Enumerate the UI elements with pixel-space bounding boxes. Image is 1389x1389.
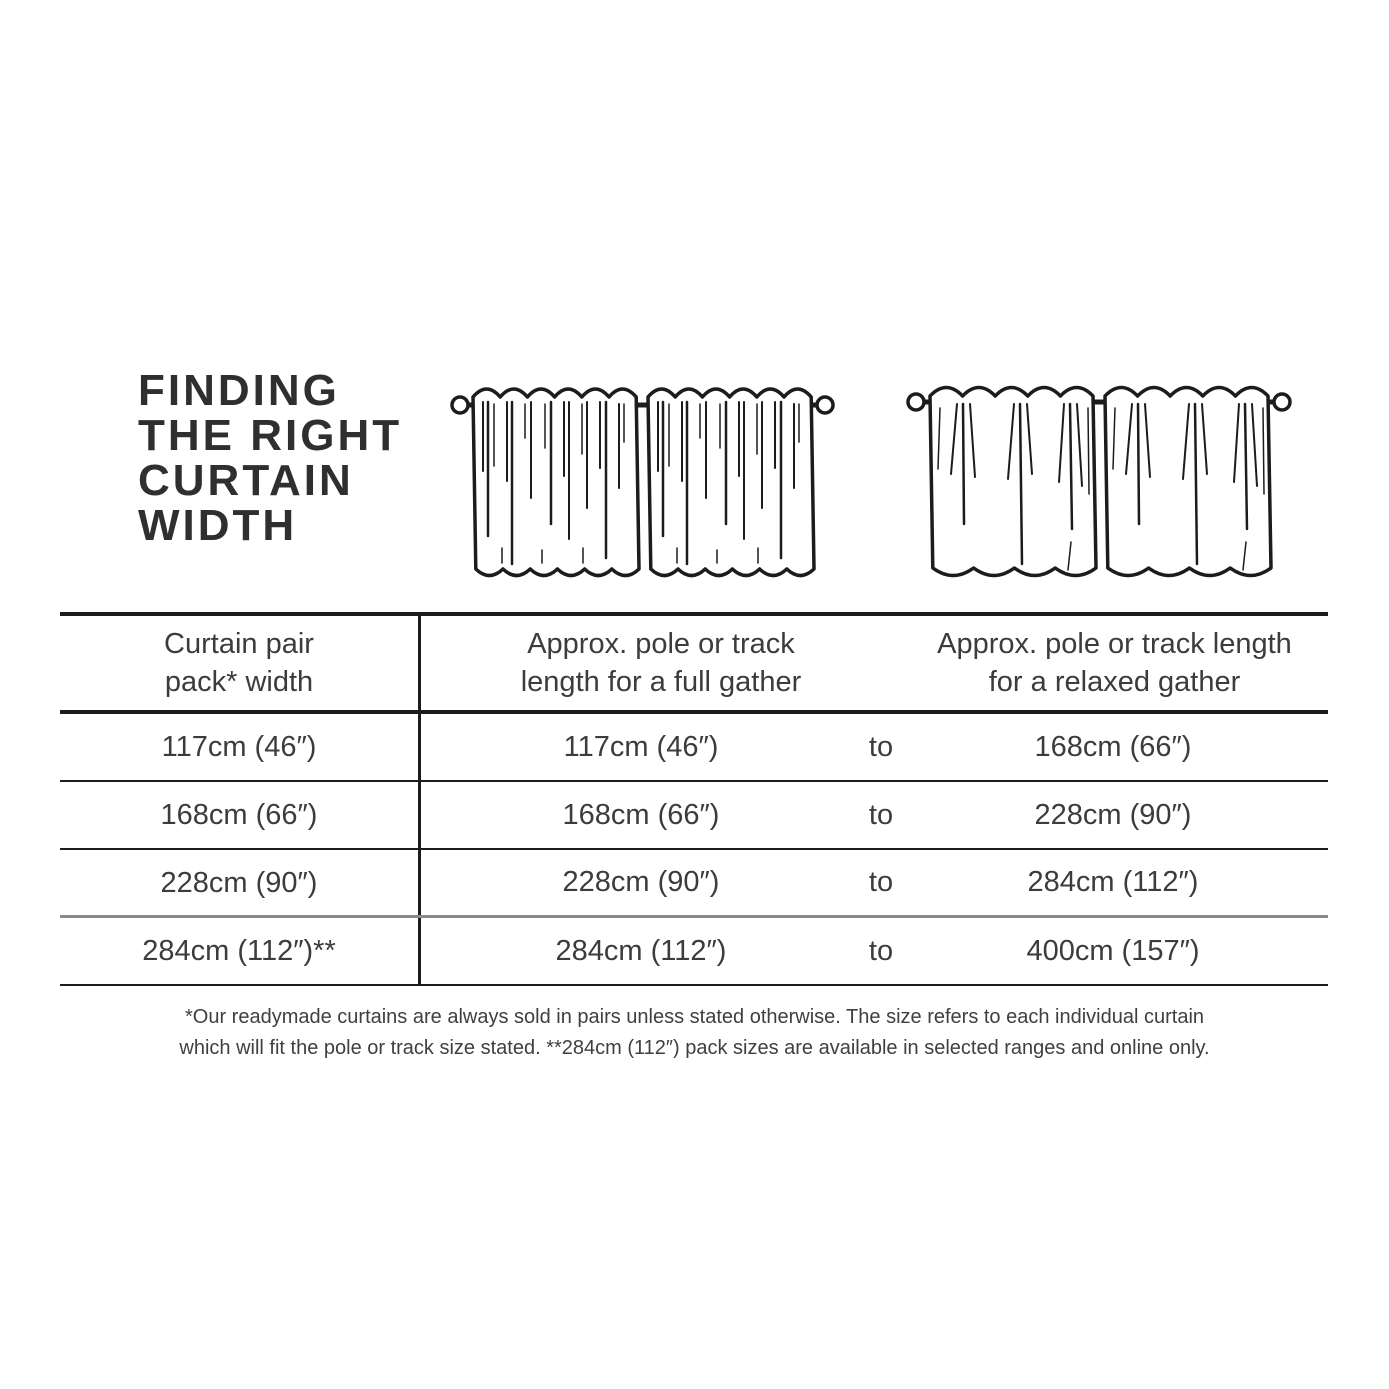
title-line-2: THE RIGHT [138,411,403,460]
relaxed-gather-curtains-illustration [898,374,1298,599]
cell-pack-width: 168cm (66″) [60,782,421,848]
full-gather-curtains-icon [450,376,862,591]
page-title [138,368,402,548]
header-full-gather-line2: length for a full gather [520,666,802,698]
title-line-4: WIDTH [138,501,298,550]
cell-to: to [868,934,894,967]
footnote [0,1002,1389,1064]
cell-pack-width: 228cm (90″) [60,850,421,915]
cell-to: to [868,730,894,763]
header-pack-width-line2: pack* width [164,666,314,698]
table-row [60,714,1328,782]
table-row [60,918,1328,986]
cell-full-gather: 117cm (46″) [563,730,719,763]
header-pack-width [60,616,421,710]
cell-full-gather: 228cm (90″) [562,866,720,898]
relaxed-gather-curtains-icon [898,374,1298,594]
table-row [60,850,1328,918]
table-header-row [60,616,1328,714]
cell-full-gather: 284cm (112″) [555,934,727,967]
header-full-gather-line1: Approx. pole or track [527,628,795,660]
cell-pack-width: 117cm (46″) [60,714,421,780]
footnote-line-1: *Our readymade curtains are always sold in pairs unless stated otherwise. The size refers to each individual curtain [184,1006,1205,1028]
cell-relaxed-gather: 228cm (90″) [1034,798,1192,831]
title-line-1: FINDING [138,366,340,415]
header-relaxed-gather [901,625,1328,701]
full-gather-curtains-illustration [450,376,862,596]
header-relaxed-gather-line2: for a relaxed gather [988,666,1241,698]
cell-full-gather: 168cm (66″) [562,798,720,831]
cell-relaxed-gather: 168cm (66″) [1034,730,1192,763]
cell-relaxed-gather: 400cm (157″) [1026,934,1200,967]
curtain-size-table [60,612,1328,986]
cell-relaxed-gather: 284cm (112″) [1027,866,1199,898]
footnote-line-2: which will fit the pole or track size stated. **284cm (112″) pack sizes are available in selected ranges and online only. [179,1037,1210,1059]
header-relaxed-gather-line1: Approx. pole or track length [937,628,1292,660]
title-line-3: CURTAIN [138,456,354,505]
header-pack-width-line1: Curtain pair [164,628,314,660]
header-full-gather [421,625,901,701]
cell-to: to [868,866,894,898]
cell-to: to [868,798,894,831]
table-row [60,782,1328,850]
cell-pack-width: 284cm (112″)** [60,918,421,984]
